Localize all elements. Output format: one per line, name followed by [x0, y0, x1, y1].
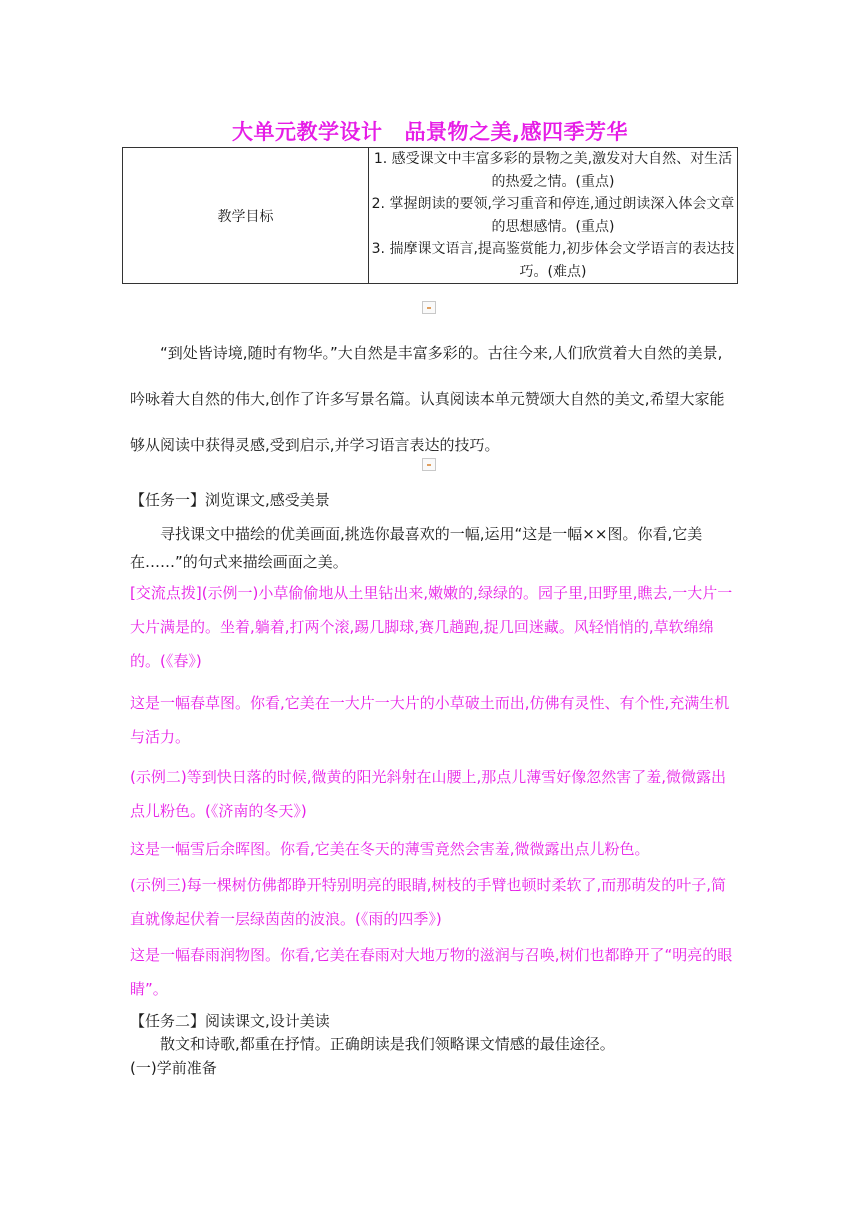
- task1-instruction: 寻找课文中描绘的优美画面,挑选你最喜欢的一幅,运用“这是一幅××图。你看,它美在……”的句式来描绘画面之美。: [130, 525, 703, 571]
- goals-label: 教学目标: [123, 148, 369, 284]
- intro-paragraph: “到处皆诗境,随时有物华。”大自然是丰富多彩的。古往今来,人们欣赏着大自然的美景,吟咏着大自然的伟大,创作了许多写景名篇。认真阅读本单元赞颂大自然的美文,希望大家能够从阅读中获得灵感,受到启示,并学习语言表达的技巧。: [130, 344, 725, 454]
- teaching-goals-table: [122, 147, 738, 284]
- goal-item-3: 3. 揣摩课文语言,提高鉴赏能力,初步体会文学语言的表达技巧。(难点): [371, 241, 735, 280]
- title-part-1: 大单元教学设计: [232, 120, 383, 144]
- task1-heading: 【任务一】浏览课文,感受美景: [130, 491, 330, 509]
- example-2-explanation: 这是一幅雪后余晖图。你看,它美在冬天的薄雪竟然会害羞,微微露出点儿粉色。: [130, 840, 650, 858]
- title-part-2: 品景物之美,感四季芳华: [404, 120, 628, 144]
- example-3-explanation: 这是一幅春雨润物图。你看,它美在春雨对大地万物的滋润与召唤,树们也都睁开了“明亮的眼睛”。: [130, 946, 733, 998]
- page-title: [0, 116, 860, 146]
- task2-heading: 【任务二】阅读课文,设计美读: [130, 1012, 330, 1030]
- example-1: [交流点拨](示例一)小草偷偷地从土里钻出来,嫩嫩的,绿绿的。园子里,田野里,瞧去,一大片一大片满是的。坐着,躺着,打两个滚,踢几脚球,赛几趟跑,捉几回迷藏。风轻悄悄的,草软绵绵的。(《春》): [130, 584, 733, 670]
- task2-body: 散文和诗歌,都重在抒情。正确朗读是我们领略课文情感的最佳途径。: [160, 1035, 615, 1053]
- task2-subheading: (一)学前准备: [130, 1059, 217, 1077]
- image-placeholder-icon: [422, 458, 436, 471]
- goal-item-1: 1. 感受课文中丰富多彩的景物之美,激发对大自然、对生活的热爱之情。(重点): [373, 151, 733, 190]
- example-3: (示例三)每一棵树仿佛都睁开特别明亮的眼睛,树枝的手臂也顿时柔软了,而那萌发的叶子,简直就像起伏着一层绿茵茵的波浪。(《雨的四季》): [130, 876, 727, 928]
- goals-items: [369, 148, 738, 284]
- example-2: (示例二)等到快日落的时候,微黄的阳光斜射在山腰上,那点儿薄雪好像忽然害了羞,微微露出点儿粉色。(《济南的冬天》): [130, 768, 727, 820]
- example-1-explanation: 这是一幅春草图。你看,它美在一大片一大片的小草破土而出,仿佛有灵性、有个性,充满生机与活力。: [130, 694, 730, 746]
- goal-item-2: 2. 掌握朗读的要领,学习重音和停连,通过朗读深入体会文章的思想感情。(重点): [371, 196, 735, 235]
- image-placeholder-icon: [422, 301, 436, 314]
